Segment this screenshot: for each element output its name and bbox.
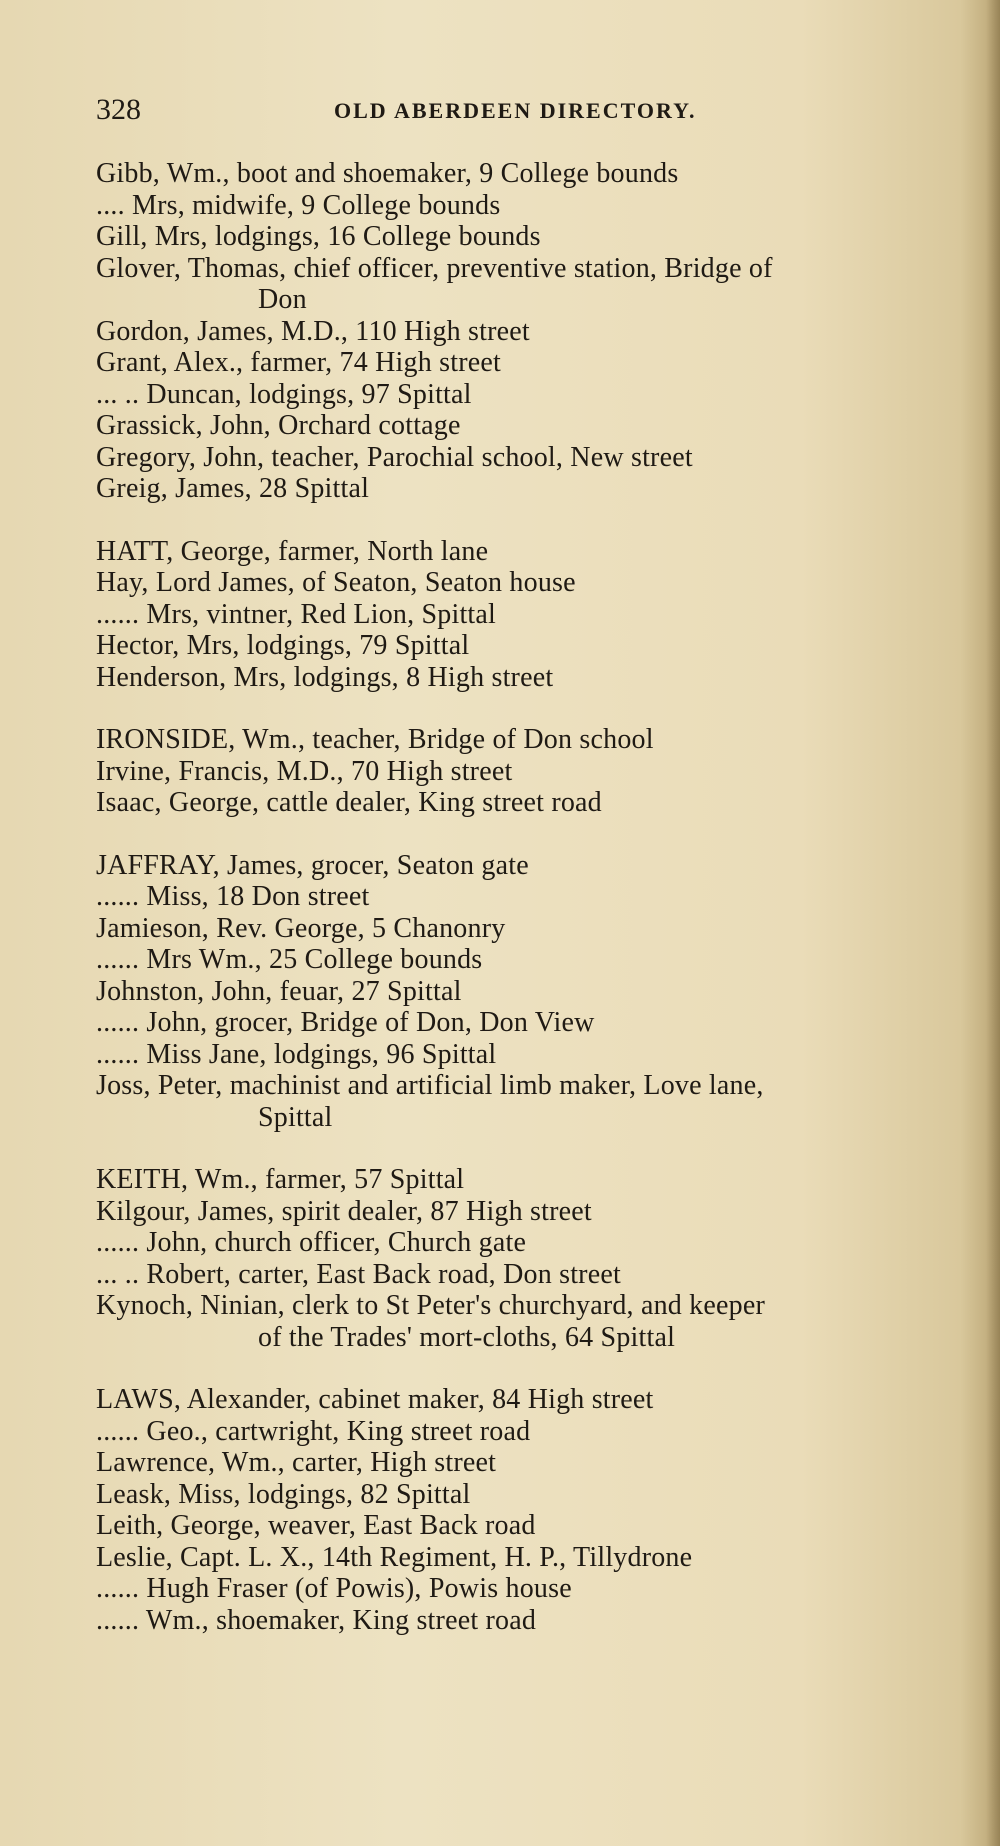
section-gap (96, 693, 976, 724)
entry: ... .. Robert, carter, East Back road, Don street (96, 1258, 621, 1290)
section-h (96, 536, 976, 694)
page-title: OLD ABERDEEN DIRECTORY. (334, 98, 697, 123)
entry: ...... Miss, 18 Don street (96, 881, 370, 912)
section-gap (96, 1353, 976, 1384)
entry: LAWS, Alexander, cabinet maker, 84 High street (96, 1384, 654, 1415)
section-j (96, 850, 976, 1134)
entry: KEITH, Wm., farmer, 57 Spittal (96, 1164, 465, 1195)
entry: ...... Geo., cartwright, King street road (96, 1415, 531, 1447)
entry-continuation: Spittal (258, 1101, 333, 1133)
section-gap (96, 1133, 976, 1164)
entry: Gregory, John, teacher, Parochial school, New street (96, 441, 693, 473)
entry: HATT, George, farmer, North lane (96, 535, 489, 567)
entry: Isaac, George, cattle dealer, King street road (96, 787, 602, 818)
section-gap (96, 819, 976, 850)
entry: Kynoch, Ninian, clerk to St Peter's churchyard, and keeper (96, 1290, 765, 1321)
entry: ... .. Duncan, lodgings, 97 Spittal (96, 378, 472, 410)
entry: Lawrence, Wm., carter, High street (96, 1447, 497, 1478)
entry: .... Mrs, midwife, 9 College bounds (96, 189, 501, 221)
entry: ...... Hugh Fraser (of Powis), Powis house (96, 1573, 572, 1604)
section-l (96, 1384, 976, 1636)
entry: Grant, Alex., farmer, 74 High street (96, 347, 501, 378)
entry: ...... Miss Jane, lodgings, 96 Spittal (96, 1038, 497, 1070)
section-i (96, 724, 976, 819)
entry: Johnston, John, feuar, 27 Spittal (96, 975, 462, 1007)
running-head (96, 92, 856, 128)
entry: Irvine, Francis, M.D., 70 High street (96, 755, 513, 787)
entry: Jamieson, Rev. George, 5 Chanonry (96, 912, 506, 944)
entry: Hay, Lord James, of Seaton, Seaton house (96, 567, 576, 598)
entry: Greig, James, 28 Spittal (96, 473, 370, 504)
entry: Gill, Mrs, lodgings, 16 College bounds (96, 221, 541, 252)
entry: Leith, George, weaver, East Back road (96, 1510, 536, 1541)
directory-listing (96, 158, 976, 1636)
page-number: 328 (96, 93, 141, 126)
entry: Joss, Peter, machinist and artificial limb maker, Love lane, (96, 1070, 764, 1101)
entry: IRONSIDE, Wm., teacher, Bridge of Don school (96, 724, 654, 755)
entry: Leslie, Capt. L. X., 14th Regiment, H. P., Tillydrone (96, 1541, 693, 1573)
section-gap (96, 505, 976, 536)
section-k (96, 1164, 976, 1353)
entry: Gordon, James, M.D., 110 High street (96, 315, 530, 347)
entry: ...... John, grocer, Bridge of Don, Don View (96, 1007, 595, 1038)
entry: ...... Mrs Wm., 25 College bounds (96, 944, 483, 975)
entry-continuation: Don (258, 284, 307, 315)
entry: Grassick, John, Orchard cottage (96, 410, 461, 441)
section-g (96, 158, 976, 505)
entry: ...... John, church officer, Church gate (96, 1227, 527, 1258)
entry: Hector, Mrs, lodgings, 79 Spittal (96, 630, 470, 661)
entry: Leask, Miss, lodgings, 82 Spittal (96, 1478, 471, 1510)
entry: JAFFRAY, James, grocer, Seaton gate (96, 849, 529, 881)
entry-continuation: of the Trades' mort-cloths, 64 Spittal (258, 1321, 676, 1353)
entry: Kilgour, James, spirit dealer, 87 High street (96, 1195, 592, 1227)
entry: Henderson, Mrs, lodgings, 8 High street (96, 661, 554, 693)
entry: ...... Wm., shoemaker, King street road (96, 1604, 537, 1636)
entry: ...... Mrs, vintner, Red Lion, Spittal (96, 598, 497, 630)
page-edge-shadow (986, 0, 1000, 1846)
entry: Gibb, Wm., boot and shoemaker, 9 College bounds (96, 158, 679, 189)
entry: Glover, Thomas, chief officer, preventive station, Bridge of (96, 252, 773, 284)
